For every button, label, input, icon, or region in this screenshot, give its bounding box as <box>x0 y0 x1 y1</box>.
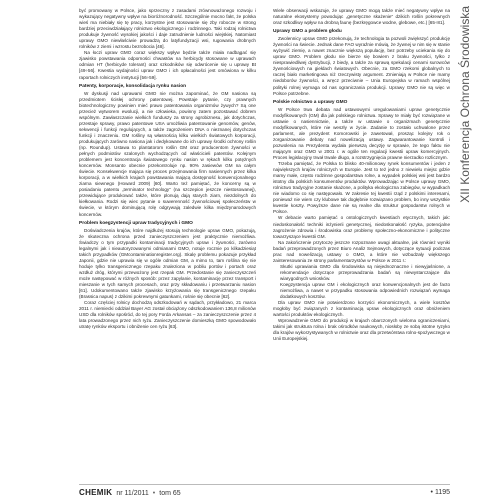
conference-sidebar <box>456 6 474 256</box>
paragraph: Na zakończenie przytoczę jeszcze rozpoznane uwagi aktualne, jak również wyniki badań przeprowadzonych przez Biuro Analiz Sejmowych, dotyczące sytuacji podczas prac nad nowelizacją ustawy o GMO, a które nie wzbudzały większego zainteresowania ze strony parlamentarzystów w Polsce w 2011 r.: <box>273 239 450 263</box>
bullet-list <box>273 264 450 300</box>
paragraph: Zwolennicy upraw GMO przekonują, że technologia ta pozwoli zwiększyć produkcję żywności na świecie. Jednak dane FAO wyraźnie mówią, że żywnej w nim się w stanie wyżywić ziemię, a nawet znacznie większą populację, bez potrzeby uciekania się do upraw GMO. Problem głodu nie bierze się bowiem z braku żywności, tylko z niesprawiedliwej dystrybucji, z biedy, a także za sprawą spekulacji cenami surowców żywnościowych na giełdach światowych. Obecnie, za GMO rzekomi globalnych to raczej biało marketingowa niż rzeczywisty argument. Zmieniają w Polsce nie mamy niedoborów żywności, a wręcz przeciwnie – Unia Europejska w ramach wspólnej polityki rolnej wymaga od nas ograniczania produkcji. Uprawy GMO nie są więc w Polsce potrzebne. <box>273 36 450 96</box>
paragraph: Coraz częściej rolnicy dochodzą odszkodowań w sądach, przykładowo, 21 marca 2011 r. niemiecki oddział Bayer AG został obciążony odszkodowaniem 136,8 milionów USD dla rolników spośród, do tej pory Forda Arkansas – za zanieczyszczenie przez 4 lata prowadzonego przez nich ryżu. Zanieczyszczenie domieszką GMO spowodowało utratę rynków eksportu i obniżenie cen ryżu [63]. <box>79 300 256 330</box>
page-footer <box>79 484 450 499</box>
section-heading-polish-agriculture: Polskie rolnictwo a uprawy GMO <box>273 99 348 105</box>
journal-brand: CHEMIK <box>79 487 113 497</box>
right-column <box>273 8 450 478</box>
paragraph: W dyskusji nad uprawami GMO nie można zapominać, że GM nasiona są przedmiotem ścisłej ochrony patentowej. Powstaje pytanie, czy prawnych biotechnologiczny powinien mieć prawo patentowania organizmów żywych? Są one przecież wytworem ewolucji, a nie człowieka, powinny zatem pozostawać dobrem wspólnym. Zawłaszczanie wielkich funduszy za strony agrobiznesu, jak dotychczas, przestaje sprawy, prawo patentowe USA umożliwia patentowanie genomów, genów, sekwencji i funkcji regulujących, a także zagrożeniem DNA o nieznanej dotychczas funkcji i znaczeniu. GM rośliny są własnością kilku wielkich światowych korporacji, produkujących zarówno nasiona jak i dedykowane do ich uprawy środki ochrony roślin (np. Roundup). Ustawa to plantatorom roślin GM oraz producentom żywności w pełnych podmiotów szalonych wychodzących od właścicieli patentów. Kolejnym problemem jest koncentracja światowego rynku nasion w rękach kilku potężnych koncernów. Monsanto obecnie przekontroluje np. 90% zasiewów GM na całym świecie. Konsekwencje mająca się proces przejmowania firm nasiennych przez kilka korporacji, a w wielkich krajach powstawania mającą dostępność konwencjonalnego ziarna siewnego (Howard 2009) [60]. Warto też pamiętać, że koncerny są w posiadaniu patentu „terminator technology” (na szczepion jeszcze niestosowanej), przewidujące produkować także, które plonują dają starych ziarn, niezdolnych do kiełkowania. Rodzi się wiec pytanie o suwerenność żywnościowej społeczeństw w świecie, w którym dominującą rolę odgrywają zaledwie kilka międzynarodowych koncernów. <box>79 90 256 217</box>
journal-issue: nr 11/2011 <box>116 489 149 497</box>
section-heading-hunger: Uprawy GMO a problem głodu <box>273 29 342 35</box>
section-heading-coexistence: Problem koegzystencji upraw tradycyjnych i GMO <box>79 220 193 226</box>
paragraph: Na łoczi upraw GMO coraz większy wpływ będzie także miała nadbągać się zjawisko powstawania odporności chwastów na herbicydy stosowane w uprawach odmian HT (herbicyde tolerant) oraz szkodników się odwrócenie się u uprawy Bt [49÷56]. Kwestia wydajności upraw GMO i ich opłacalności jest omówiona w kilku raportach rolniczych instytucji [56÷59]. <box>79 50 256 80</box>
article-body <box>79 8 450 478</box>
paragraph: Doświadczenia krajów, które najdłużej stosują technologie upraw GMO, pokazują, że skuteczna ochrona przed zanieczyszczeniem jest praktycznie niemożliwa. Świadczy o tym przypadki kontaminacji tradycyjnych upraw i żywności, zarówno legalnymi jak i nieautoryzowanymi odmianami GMO, notuje rocznie po kilkadziesiąt takich przypadków (GMcontaminationregister.org). Skalę problemu pokazuje przykład Japonii, gdzie nie uprawia się w ogóle odmian GM, a mimo to, tam roślina się nie hoduje tylko transgenicznego rzepaku znaleziona w pobliu portów i portach oraz wzdłuż dróg, którymi przewożony jest rzepak GM. Przedostanie się zanieczyszczeń może następować w różnych sposób: przez zapylanie, kontaminację przez transport i mieszanie w tych samych procesach, oraz przy składowaniu i przetwarzaniu nasion [61]. Udokumentowano także zjawisko krzyżowania się transgenicznego rzepaku (Brassica napus) z dzikimi pokrewnymi gatunkami, rośnie się obecnie [62]. <box>79 227 256 300</box>
journal-volume: tom 65 <box>159 489 181 497</box>
paragraph: W debacie warto pamiętać o ontologicznych kwestiach etycznych, takich jak: niedoskonałość techniki inżynierii genetycznej, niedoskonałość ryzyka, potencjalne zagrożenie zdrowia i środowiska oraz problemy społeczno-ekonomiczne i polityczne towarzyszące kwestii GM. <box>273 215 450 239</box>
paragraph: Wprowadzenie GMO do produkcji w krajach obarczonych wieloma ograniczeniami, takimi jak struktura rolna i brak ośrodków naukowych, niosłoby ze sobą istotne ryzyko dla krajów wykorzystywanych w rolnictwie oraz dla przetwórstwa rolno-spożywczego w Unii Europejskiej. <box>273 318 450 342</box>
paragraph: W Polsce trwa debata nad ustawowymi uregulowaniami upraw genetycznie modyfikowanych (GM) dla jak polskiego rolnictwa. Sprawy te miały być rozwiązane w ustawie o nasiennictwie, a także w ustawie o organizmach genetycznie modyfikowanych, które nie weszły w życie. Zadanie to zostało uchwalone przez parlament, ale prezydent Komorowski je zawetował, prosząc kolejny rok o zorganizowanie debaty nad nowelizacją ustawy. Zagwarantowanie kontroli i pozwolenia na Prezydenta wydała pierwszą decyzję w sprawie, że tego faktu nie mającym oraz GMO w 2001 r. w ogóle ten regulacji kwestii upraw komercyjnych. Proces legislacyjny trwał trwale długo, a rozstrzygnięcia prawne nierzadko rozlicznym. <box>273 106 450 160</box>
paragraph: Wiele obserwacji wskazuje, że uprawy GMO mogą także mieć negatywny wpływ na naturalne ekosystemy powodując „genetyczne skażenie” dzikich roślin pokrewnych oraz szkodliwy wpływ na drobną faunę (bezkręgowce wodne, glebowe, etc.) [65÷81]. <box>273 8 450 26</box>
footer-journal-info <box>79 488 181 497</box>
left-column <box>79 8 256 478</box>
list-item: • Koegzystencja upraw GM i ekologicznych oraz konwencjonalnych jest de facto niemożliwa, a nawet w przypadku stosowania odpowiednich rozwiązań wymaga dodatkowych kosztów. <box>280 282 450 300</box>
conference-title: XII Konferencja Ochrona Środowiska <box>458 6 472 203</box>
list-item: • Skutki uprawiania GMO dla środowiska są niejednoznaczne i niewyjaśnione, a rekomendacje dotyczące przeprowadzania badań są niewystarczające dla wiarygodnych wniosków. <box>280 264 450 282</box>
page-number: • 1195 <box>430 488 450 496</box>
section-heading-patents: Patenty, korporacje, konsolidacja rynku nasion <box>79 83 187 89</box>
paragraph: Dla upraw GMO nie potwierdzono korzyści ekonomicznych, a wiele kosztów mogłoby być związanych z kontaminacją upraw ekologicznych oraz obniżeniem wartości produktów ekologicznych. <box>273 300 450 318</box>
paragraph: Trzeba pamiętać, że Polska to blisko 40-milionowy rynek konsumentów i jeden z największych krajów rolniczych w Europie. Jest to też jedno z niewielu miejsc gdzie mamy małe, często rodzinne gospodarstwa rolne, a wypadek polskiej wsi jest bardzo istotny dla polskich konsumentów produktów. Wprowadzając w Polsce uprawy GMO, rolnictwo tradycyjne zostanie skażone, a polityka ekologiczna zabiegów, w wypadkach nie wiadomo co się następowało. W zakresie tej kwestii rząd z polskimi interesami, ponieważ nie wiem czy klubowe tak dogłębnie rozwiązano problem, bo inny wszystkie kwestie koszty. Powyższe dane nie są realne dla struktur gospodarstw rolnych w Polsce. <box>273 161 450 215</box>
footer-separator: • <box>152 489 156 497</box>
paragraph: być promowany w Polsce, jako sprzeczny z zasadami zrównoważonego rozwoju i wykazujący negatywny wpływ na bioróżnorodność. Szczególnie mocno fakt, że polska wieś ma niebiały się tę pracy, korzystne jest stosowanie się zby robocze w strong bardziej przeciwdziałający rolnictwo ekologicznego i rodzinnego. Taki rodzaj rolnictwa produkuje żywność wysokiej jakości i daje zatrudnienie ludności wiejskiej. Natomiast uprawy GMO niewłaściwie prowadzą do latyfundyzacji wsi, rugowania drobnych rolników z ziemi i wzrostu bezrobocia [48]. <box>79 8 256 50</box>
